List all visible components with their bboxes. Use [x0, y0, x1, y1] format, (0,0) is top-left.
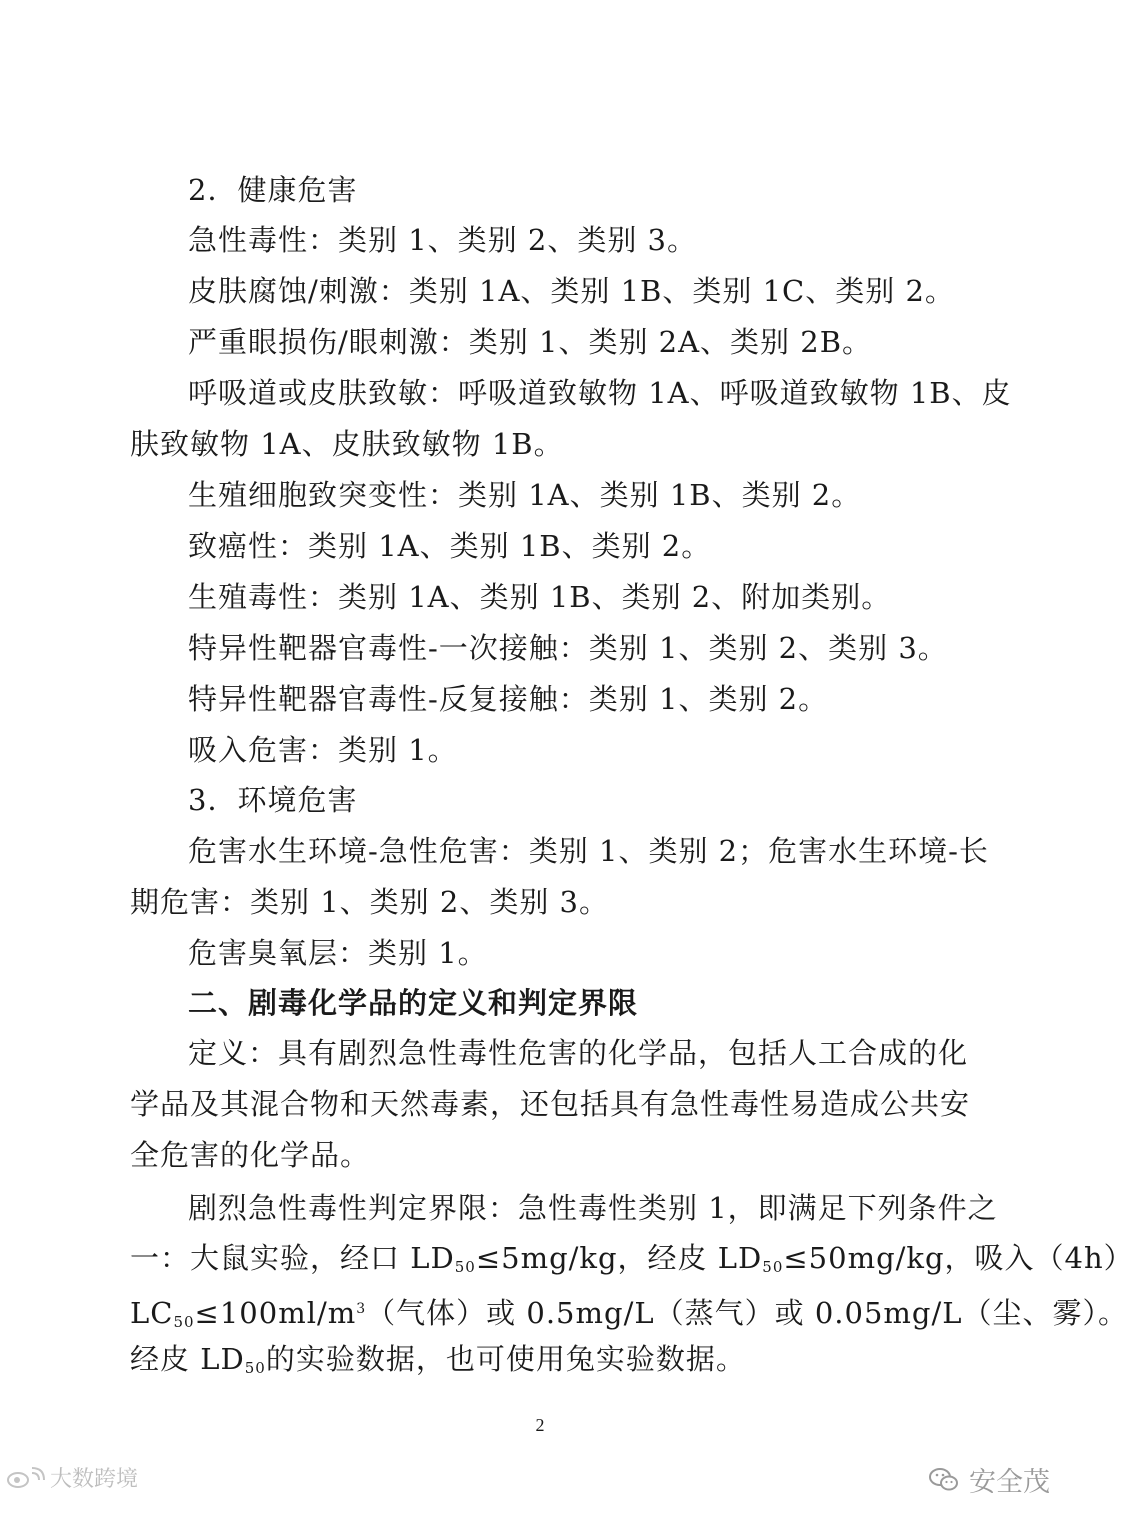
- text-line: 特异性靶器官毒性-一次接触：类别 1、类别 2、类别 3。: [188, 631, 948, 665]
- text-line: 定义：具有剧烈急性毒性危害的化学品，包括人工合成的化: [188, 1036, 969, 1070]
- watermark-left-text: 大数跨境: [50, 1467, 139, 1492]
- watermark-wechat: [929, 1460, 1050, 1499]
- text-line: 全危害的化学品。: [130, 1138, 371, 1172]
- text-line: 学品及其混合物和天然毒素，还包括具有急性毒性易造成公共安: [130, 1087, 971, 1121]
- text-line: 剧烈急性毒性判定界限：急性毒性类别 1，即满足下列条件之: [188, 1191, 998, 1225]
- text-line: 吸入危害：类别 1。: [188, 733, 458, 767]
- watermark-right-text: 安全茂: [969, 1467, 1050, 1498]
- chapter-heading: 二、剧毒化学品的定义和判定界限: [188, 986, 639, 1020]
- weibo-icon: [6, 1467, 46, 1489]
- wechat-icon: [929, 1467, 959, 1493]
- page-number: 2: [535, 1415, 545, 1435]
- section-heading-health: 2．健康危害: [188, 173, 358, 207]
- text-line: 特异性靶器官毒性-反复接触：类别 1、类别 2。: [188, 682, 829, 716]
- watermark-weibo: [6, 1462, 138, 1493]
- text-line: 期危害：类别 1、类别 2、类别 3。: [130, 885, 610, 919]
- text-line-formula: $LC_{50}\le 100ml/m^3$（气体）或 0.5mg/L（蒸气）或 0.05mg/L（尘、雾）。: [130, 1296, 1128, 1331]
- text-line: 生殖毒性：类别 1A、类别 1B、类别 2、附加类别。: [188, 580, 892, 614]
- text-line: 急性毒性：类别 1、类别 2、类别 3。: [188, 223, 698, 257]
- text-line: 生殖细胞致突变性：类别 1A、类别 1B、类别 2。: [188, 478, 862, 512]
- text-line: 皮肤腐蚀/刺激：类别 1A、类别 1B、类别 1C、类别 2。: [188, 274, 955, 308]
- section-heading-environment: 3．环境危害: [188, 783, 358, 817]
- text-line-formula: 经皮 $LD_{50}$的实验数据，也可使用兔实验数据。: [130, 1342, 746, 1377]
- text-line: 呼吸道或皮肤致敏：呼吸道致敏物 1A、呼吸道致敏物 1B、皮: [188, 376, 1012, 410]
- text-line: 危害臭氧层：类别 1。: [188, 936, 488, 970]
- text-line: 严重眼损伤/眼刺激：类别 1、类别 2A、类别 2B。: [188, 325, 873, 359]
- text-line: 肤致敏物 1A、皮肤致敏物 1B。: [130, 427, 564, 461]
- text-line-formula: 一：大鼠实验，经口 $LD_{50}\le 5mg/kg$，经皮 $LD_{50}\le 50mg/kg$，吸入（4h）: [130, 1241, 1134, 1276]
- text-line: 致癌性：类别 1A、类别 1B、类别 2。: [188, 529, 712, 563]
- text-line: 危害水生环境-急性危害：类别 1、类别 2；危害水生环境-长: [188, 834, 989, 868]
